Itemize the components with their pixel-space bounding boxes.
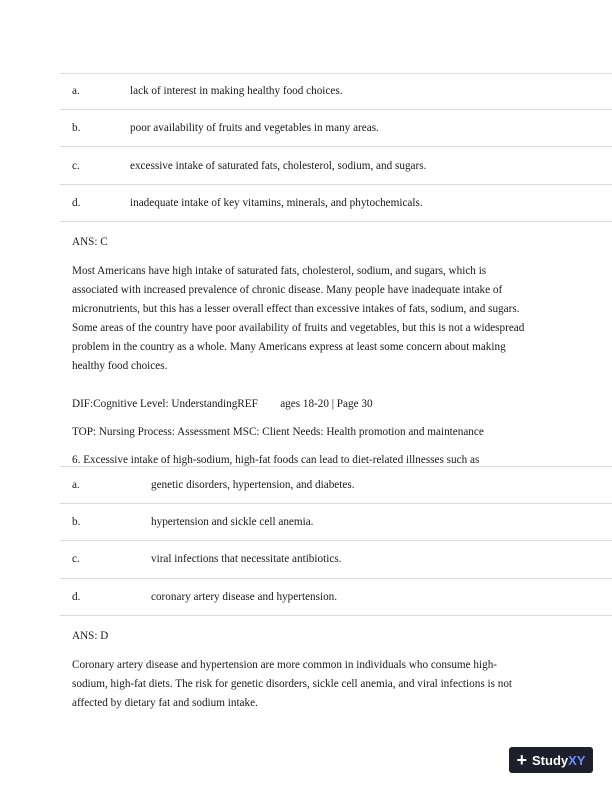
option-letter: b. — [72, 122, 81, 134]
rationale-line: Some areas of the country have poor availability of fruits and vegetables, but this is not a widespread — [72, 322, 525, 334]
topic-metadata: TOP: Nursing Process: Assessment MSC: Client Needs: Health promotion and maintenance — [72, 426, 484, 438]
rationale-line: affected by dietary fat and sodium intake. — [72, 697, 258, 709]
difficulty-reference: DIF:Cognitive Level: UnderstandingREF ages 18-20 | Page 30 — [72, 398, 373, 410]
option-letter: c. — [72, 553, 80, 565]
rationale-line: Most Americans have high intake of saturated fats, cholesterol, sodium, and sugars, which is — [72, 265, 487, 277]
option-text: excessive intake of saturated fats, cholesterol, sodium, and sugars. — [130, 160, 427, 172]
row-divider — [60, 184, 612, 185]
table-top-rule — [60, 466, 612, 467]
question-stem: 6. Excessive intake of high-sodium, high-fat foods can lead to diet-related illnesses such as — [72, 454, 480, 466]
rationale-line: healthy food choices. — [72, 360, 168, 372]
studyxy-badge[interactable] — [509, 747, 593, 773]
option-letter: d. — [72, 197, 81, 209]
table-bottom-rule — [60, 221, 612, 222]
rationale-line: problem in the country as a whole. Many Americans express at least some concern about making — [72, 341, 506, 353]
row-divider — [60, 146, 612, 147]
brand-name: Study — [532, 752, 569, 768]
answer-label: ANS: D — [72, 630, 109, 642]
option-letter: a. — [72, 85, 80, 97]
rationale-line: micronutrients, but this has a lesser overall effect than excessive intakes of fats, sodium, and sugars. — [72, 303, 520, 315]
option-letter: d. — [72, 591, 81, 603]
option-text: coronary artery disease and hypertension. — [151, 591, 338, 603]
rationale-line: Coronary artery disease and hypertension are more common in individuals who consume high- — [72, 659, 498, 671]
option-text: genetic disorders, hypertension, and diabetes. — [151, 479, 355, 491]
brand-accent: XY — [568, 752, 586, 768]
row-divider — [60, 109, 612, 110]
option-text: viral infections that necessitate antibiotics. — [151, 553, 342, 565]
rationale-line: associated with increased prevalence of chronic disease. Many people have inadequate intake of — [72, 284, 503, 296]
option-letter: b. — [72, 516, 81, 528]
answer-label: ANS: C — [72, 236, 108, 248]
row-divider — [60, 578, 612, 579]
table-bottom-rule — [60, 615, 612, 616]
plus-icon: + — [516, 750, 528, 770]
table-top-rule — [60, 73, 612, 74]
rationale-line: sodium, high-fat diets. The risk for genetic disorders, sickle cell anemia, and viral infections is not — [72, 678, 513, 690]
option-text: hypertension and sickle cell anemia. — [151, 516, 314, 528]
row-divider — [60, 540, 612, 541]
option-text: lack of interest in making healthy food choices. — [130, 85, 343, 97]
row-divider — [60, 503, 612, 504]
option-letter: a. — [72, 479, 80, 491]
option-text: poor availability of fruits and vegetables in many areas. — [130, 122, 379, 134]
option-text: inadequate intake of key vitamins, minerals, and phytochemicals. — [130, 197, 423, 209]
option-letter: c. — [72, 160, 80, 172]
